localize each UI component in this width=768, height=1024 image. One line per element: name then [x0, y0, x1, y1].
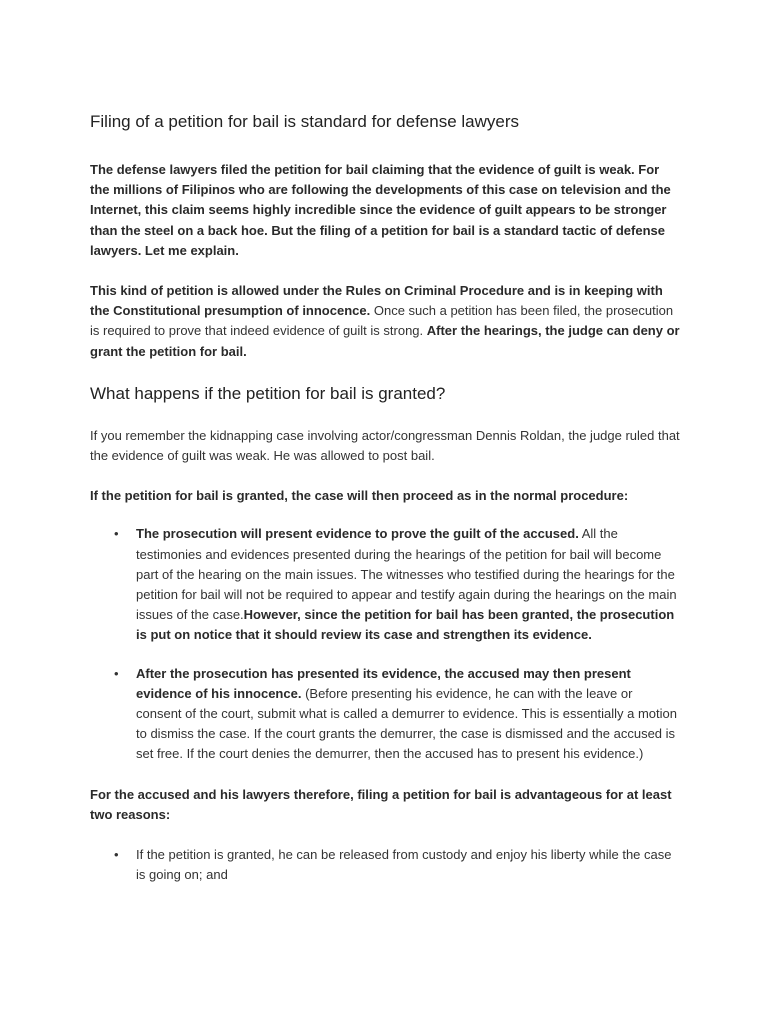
list-item-plain: (Before presenting his evidence, he can with the leave or consent of the court, submit what is called a demurrer to evidence. This is essentially a motion to dismiss the case. If the court grants the demurrer, the case is dismissed and the accused is set free. If the court denies the demurrer, then the accused has to present his evidence.) [136, 685, 677, 762]
list-item [90, 524, 680, 645]
paragraph-defense-claim [90, 160, 680, 261]
paragraph-rules-bold-start: This kind of petition is allowed under the Rules on Criminal Procedure and is in keeping with the Constitutional presumption of innocence. [90, 283, 663, 319]
paragraph-defense-claim-bold: The defense lawyers filed the petition for bail claiming that the evidence of guilt is weak. For the millions of Filipinos who are following the developments of this case on television and the Internet, this claim seems highly incredible since the evidence of guilt appears to be stronger than the steel on a back hoe. But the filing of a petition for bail is a standard tactic of defense lawyers. Let me explain. [90, 162, 671, 258]
paragraph-two-reasons-bold: For the accused and his lawyers therefore, filing a petition for bail is advantageous for at least two reasons: [90, 786, 672, 822]
section-heading-bail-petition: Filing of a petition for bail is standard for defense lawyers [90, 112, 520, 131]
paragraph-two-reasons [90, 785, 680, 825]
paragraph-normal-procedure-bold: If the petition for bail is granted, the case will then proceed as in the normal procedure: [90, 488, 629, 504]
paragraph-normal-procedure [90, 486, 680, 506]
reasons-bullet-list [90, 845, 680, 885]
paragraph-rules-procedure [90, 281, 680, 362]
bullet-icon: • [114, 847, 119, 863]
paragraph-rules-bold-end: After the hearings, the judge can deny or grant the petition for bail. [90, 323, 680, 359]
list-item-plain: All the testimonies and evidences presented during the hearings of the petition for bail will become part of the hearing on the main issues. The witnesses who testified during the hearings for the petition for bail will not be required to appear and testify again during the hearings on the main issues of the case. [136, 526, 677, 623]
document-page [90, 110, 680, 905]
bullet-icon: • [114, 665, 119, 681]
list-item-bold-start: After the prosecution has presented its evidence, the accused may then present evidence of his innocence. [136, 665, 631, 701]
list-item-bold-end: However, since the petition for bail has been granted, the prosecution is put on notice that it should review its case and strengthen its evidence. [136, 607, 675, 643]
list-item [90, 845, 680, 885]
list-item [90, 664, 680, 765]
paragraph-roldan-case: If you remember the kidnapping case involving actor/congressman Dennis Roldan, the judge ruled that the evidence of guilt was weak. He was allowed to post bail. [90, 427, 680, 464]
list-item-bold-start: The prosecution will present evidence to prove the guilt of the accused. [136, 526, 579, 542]
list-item-plain: If the petition is granted, he can be released from custody and enjoy his liberty while the case is going on; and [136, 847, 672, 883]
procedure-bullet-list [90, 524, 680, 764]
bullet-icon: • [114, 526, 119, 542]
section-heading-petition-granted: What happens if the petition for bail is granted? [90, 383, 446, 403]
paragraph-rules-plain: Once such a petition has been filed, the prosecution is required to prove that indeed evidence of guilt is strong. [90, 303, 674, 339]
